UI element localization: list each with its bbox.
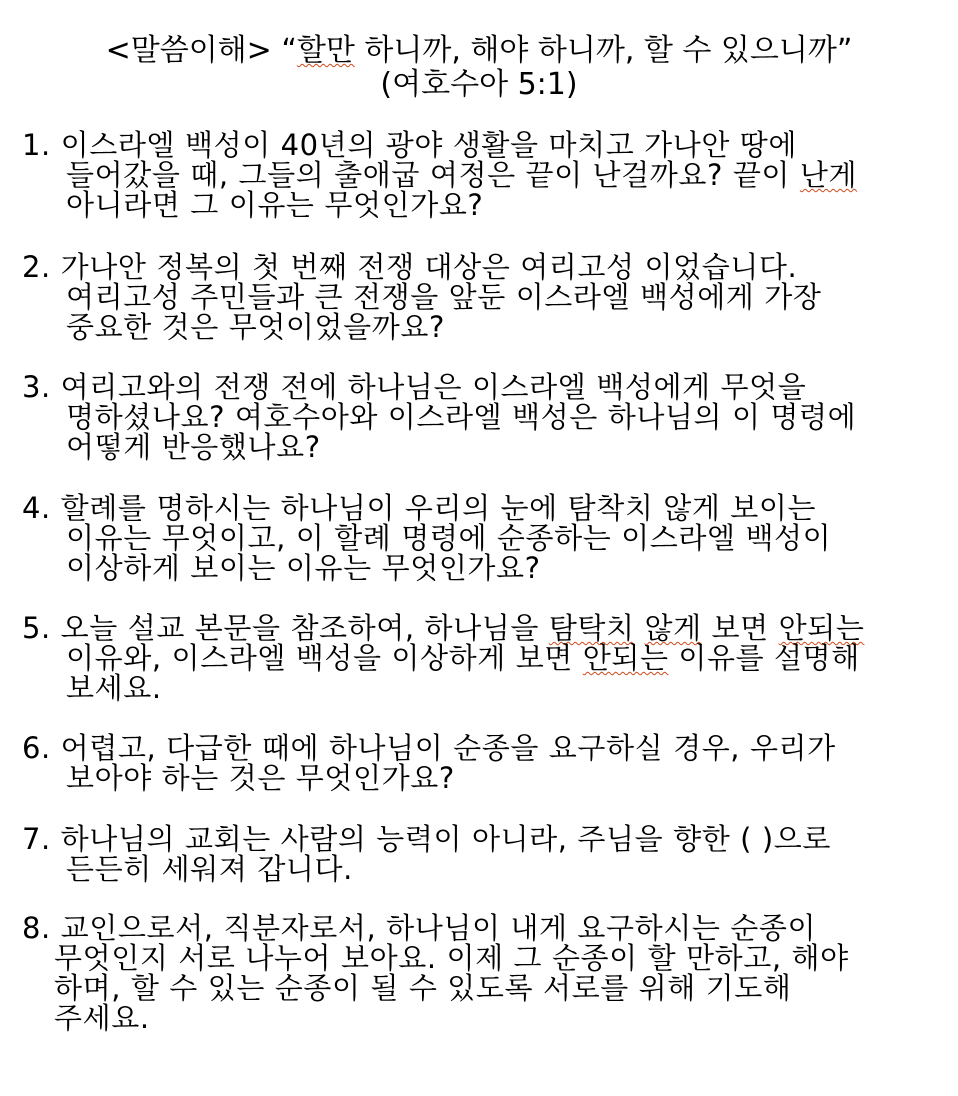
title-spellcheck-word: 할만 (296, 33, 355, 68)
question-4-line-2: 이유는 무엇이고, 이 할례 명령에 순종하는 이스라엘 백성이 (66, 521, 832, 555)
question-2-line-3: 중요한 것은 무엇이었을까요? (66, 310, 445, 344)
question-2-line-2: 여리고성 주민들과 큰 전쟁을 앞둔 이스라엘 백성에게 가장 (66, 280, 822, 314)
question-4-line-3: 이상하게 보이는 이유는 무엇인가요? (66, 551, 541, 585)
question-2 (22, 252, 942, 342)
scripture-reference: (여호수아 5:1) (380, 67, 578, 102)
question-5-line-2 (22, 643, 942, 673)
question-5-line-2-text: 이유와, 이스라엘 백성을 이상하게 보면 (66, 641, 583, 675)
question-3-line-3: 어떻게 반응했나요? (66, 430, 321, 464)
question-6 (22, 733, 942, 793)
question-7 (22, 824, 942, 884)
title-rest: 하니까, 해야 하니까, 할 수 있으니까” (354, 33, 853, 68)
question-5-line-3: 보세요. (66, 671, 162, 705)
question-7-line-2: 든든히 세워져 갑니다. (66, 852, 353, 886)
question-5-line-1-after: 보면 (701, 611, 779, 645)
question-1-line-2 (22, 160, 942, 190)
question-3-line-1: 3. 여리고와의 전쟁 전에 하나님은 이스라엘 백성에게 무엇을 (22, 370, 807, 404)
page-title (0, 34, 958, 68)
question-1-line-1: 1. 이스라엘 백성이 40년의 광야 생활을 마치고 가나안 땅에 (22, 128, 798, 162)
question-4-line-1: 4. 할례를 명하시는 하나님이 우리의 눈에 탐착치 않게 보이는 (22, 491, 817, 525)
question-6-line-1: 6. 어렵고, 다급한 때에 하나님이 순종을 요구하실 경우, 우리가 (22, 731, 836, 765)
question-1-spellcheck-word: 난게 (799, 158, 858, 192)
question-8-line-4: 주세요. (54, 1001, 150, 1035)
question-5-spellcheck-word-2: 않게 (644, 611, 702, 645)
question-5-spellcheck-word-3: 안되는 (778, 611, 865, 645)
question-8-line-2: 무엇인지 서로 나누어 보아요. 이제 그 순종이 할 만하고, 해야 (54, 941, 849, 975)
question-3-line-2: 명하셨나요? 여호수아와 이스라엘 백성은 하나님의 이 명령에 (66, 400, 857, 434)
question-8-line-1: 8. 교인으로서, 직분자로서, 하나님이 내게 요구하시는 순종이 (22, 911, 817, 945)
question-1 (22, 130, 942, 220)
question-5-space (635, 611, 645, 645)
question-5-line-1-text: 5. 오늘 설교 본문을 참조하여, 하나님을 (22, 611, 549, 645)
question-4 (22, 493, 942, 583)
question-8-line-3: 하며, 할 수 있는 순종이 될 수 있도록 서로를 위해 기도해 (54, 971, 792, 1005)
title-prefix: <말씀이해> “ (105, 33, 297, 68)
question-5-spellcheck-word-1: 탐탁치 (548, 611, 635, 645)
question-6-line-2: 보아야 하는 것은 무엇인가요? (66, 761, 455, 795)
question-1-line-2-text: 들어갔을 때, 그들의 출애굽 여정은 끝이 난걸까요? 끝이 (66, 158, 800, 192)
question-5-line-2-after: 이유를 설명해 (668, 641, 860, 675)
question-1-line-3: 아니라면 그 이유는 무엇인가요? (66, 188, 484, 222)
question-2-line-1: 2. 가나안 정복의 첫 번째 전쟁 대상은 여리고성 이었습니다. (22, 250, 798, 284)
question-5 (22, 613, 942, 703)
question-5-line-1 (22, 613, 942, 643)
question-5-spellcheck-word-4: 안되는 (582, 641, 669, 675)
question-3 (22, 372, 942, 462)
question-7-line-1: 7. 하나님의 교회는 사람의 능력이 아니라, 주님을 향한 ( )으로 (22, 822, 832, 856)
question-8 (22, 913, 942, 1033)
